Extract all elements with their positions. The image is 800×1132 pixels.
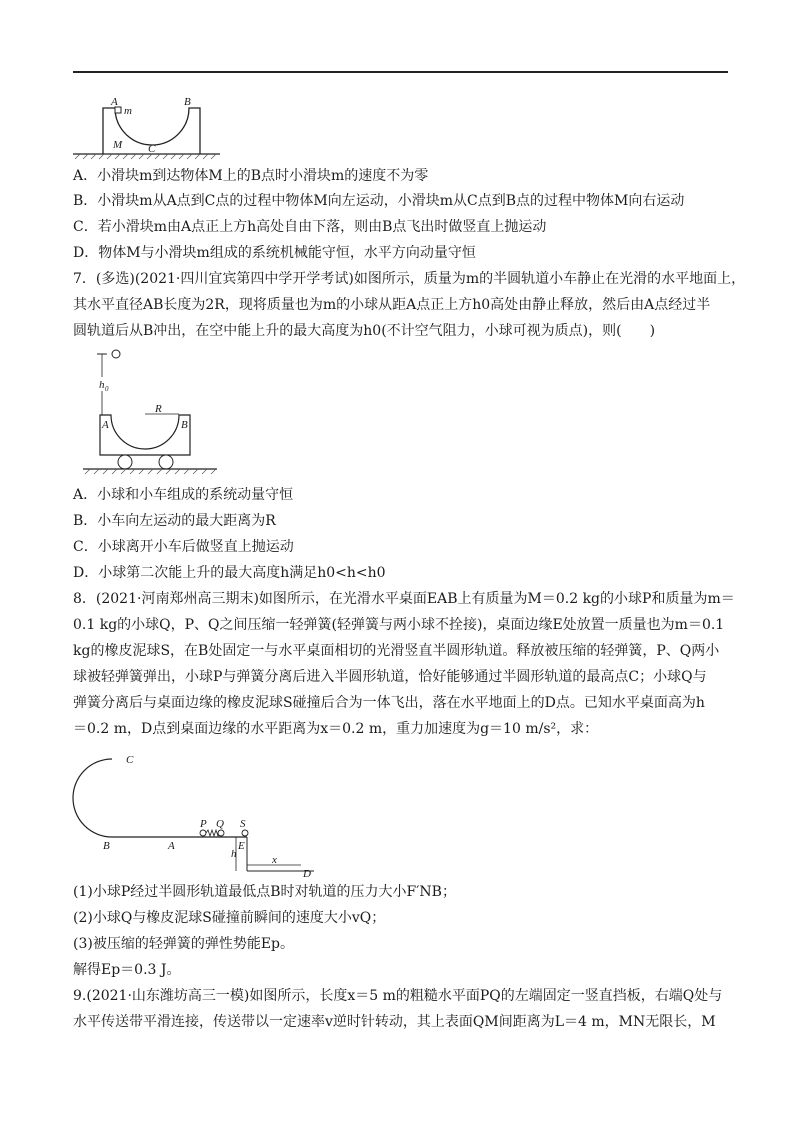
- fig3-label-h: h: [231, 848, 237, 860]
- header-rule: [73, 71, 728, 73]
- q6-option-a: A．小滑块m到达物体M上的B点时小滑块m的速度不为零: [73, 168, 429, 184]
- q8-sub-question-2: (2)小球Q与橡皮泥球S碰撞前瞬间的速度大小vQ；: [73, 910, 386, 926]
- figure-slider-block: [70, 92, 220, 162]
- q7-option-b: B．小车向左运动的最大距离为R: [73, 513, 276, 529]
- q6-option-d: D．物体M与小滑块m组成的系统机械能守恒，水平方向动量守恒: [73, 245, 476, 261]
- fig2-label-a: A: [102, 419, 109, 431]
- q6-option-c: C．若小滑块m由A点正上方h高处自由下落，则由B点飞出时做竖直上抛运动: [73, 219, 547, 235]
- fig1-label-b: B: [184, 96, 191, 108]
- figure-track-table: [70, 745, 330, 880]
- q7-option-a: A．小球和小车组成的系统动量守恒: [73, 487, 294, 503]
- q8-stem-line1: 8．(2021·河南郑州高三期末)如图所示，在光滑水平桌面EAB上有质量为M＝0.2 kg的小球P和质量为m＝: [73, 591, 735, 607]
- fig2-label-b: B: [181, 419, 188, 431]
- fig2-label-r: R: [155, 403, 162, 415]
- q8-answer: 解得Ep＝0.3 J。: [73, 962, 181, 978]
- fig3-label-q: Q: [216, 818, 224, 830]
- fig2-label-h: h: [99, 379, 105, 391]
- fig3-label-d: D: [303, 868, 311, 880]
- q8-sub-question-1: (1)小球P经过半圆形轨道最低点B时对轨道的压力大小F′NB；: [73, 884, 456, 900]
- fig3-label-s: S: [240, 818, 246, 830]
- fig3-label-x: x: [272, 854, 277, 866]
- fig3-label-b: B: [103, 840, 110, 852]
- fig1-label-m: m: [124, 105, 132, 117]
- q8-stem-line5: 弹簧分离后与桌面边缘的橡皮泥球S碰撞后合为一体飞出，落在水平地面上的D点。已知水平桌面高为h: [73, 695, 705, 711]
- fig3-label-c: C: [126, 754, 134, 766]
- figure-cart: [80, 345, 220, 475]
- q8-stem-line2: 0.1 kg的小球Q，P、Q之间压缩一轻弹簧(轻弹簧与两小球不拴接)，桌面边缘E处放置一质量也为m＝0.1: [73, 617, 725, 633]
- q9-stem-line2: 水平传送带平滑连接，传送带以一定速率v逆时针转动，其上表面QM间距离为L＝4 m，MN无限长，M: [73, 1014, 716, 1030]
- fig1-label-big-m: M: [113, 139, 123, 151]
- fig1-label-a: A: [111, 96, 118, 108]
- q7-stem-line3: 圆轨道后从B冲出，在空中能上升的最大高度为h0(不计空气阻力，小球可视为质点)，则( ): [73, 323, 656, 339]
- fig3-label-a: A: [168, 840, 175, 852]
- q7-option-c: C．小球离开小车后做竖直上抛运动: [73, 539, 294, 555]
- fig3-label-p: P: [200, 818, 207, 830]
- q8-stem-line3: kg的橡皮泥球S，在B处固定一与水平桌面相切的光滑竖直半圆形轨道。释放被压缩的轻弹簧，P、Q两小: [73, 643, 720, 659]
- q9-stem-line1: 9.(2021·山东潍坊高三一模)如图所示，长度x＝5 m的粗糙水平面PQ的左端固定一竖直挡板，右端Q处与: [73, 988, 723, 1004]
- q7-stem-line1: 7．(多选)(2021·四川宜宾第四中学开学考试)如图所示，质量为m的半圆轨道小车静止在光滑的水平地面上，: [73, 271, 746, 287]
- fig3-label-e: E: [238, 840, 245, 852]
- q7-option-d: D．小球第二次能上升的最大高度h满足h0<h<h0: [73, 565, 386, 581]
- q8-stem-line6: ＝0.2 m，D点到桌面边缘的水平距离为x＝0.2 m，重力加速度为g＝10 m/s²，求：: [73, 721, 599, 737]
- fig1-label-c: C: [148, 143, 156, 155]
- q8-sub-question-3: (3)被压缩的轻弹簧的弹性势能Ep。: [73, 936, 295, 952]
- fig2-label-h-sub: 0: [105, 385, 109, 393]
- q6-option-b: B．小滑块m从A点到C点的过程中物体M向左运动，小滑块m从C点到B点的过程中物体M向右运动: [73, 193, 685, 209]
- q7-stem-line2: 其水平直径AB长度为2R，现将质量也为m的小球从距A点正上方h0高处由静止释放，然后由A点经过半: [73, 297, 711, 313]
- q8-stem-line4: 球被轻弹簧弹出，小球P与弹簧分离后进入半圆形轨道，恰好能够通过半圆形轨道的最高点C；小球Q与: [73, 669, 707, 685]
